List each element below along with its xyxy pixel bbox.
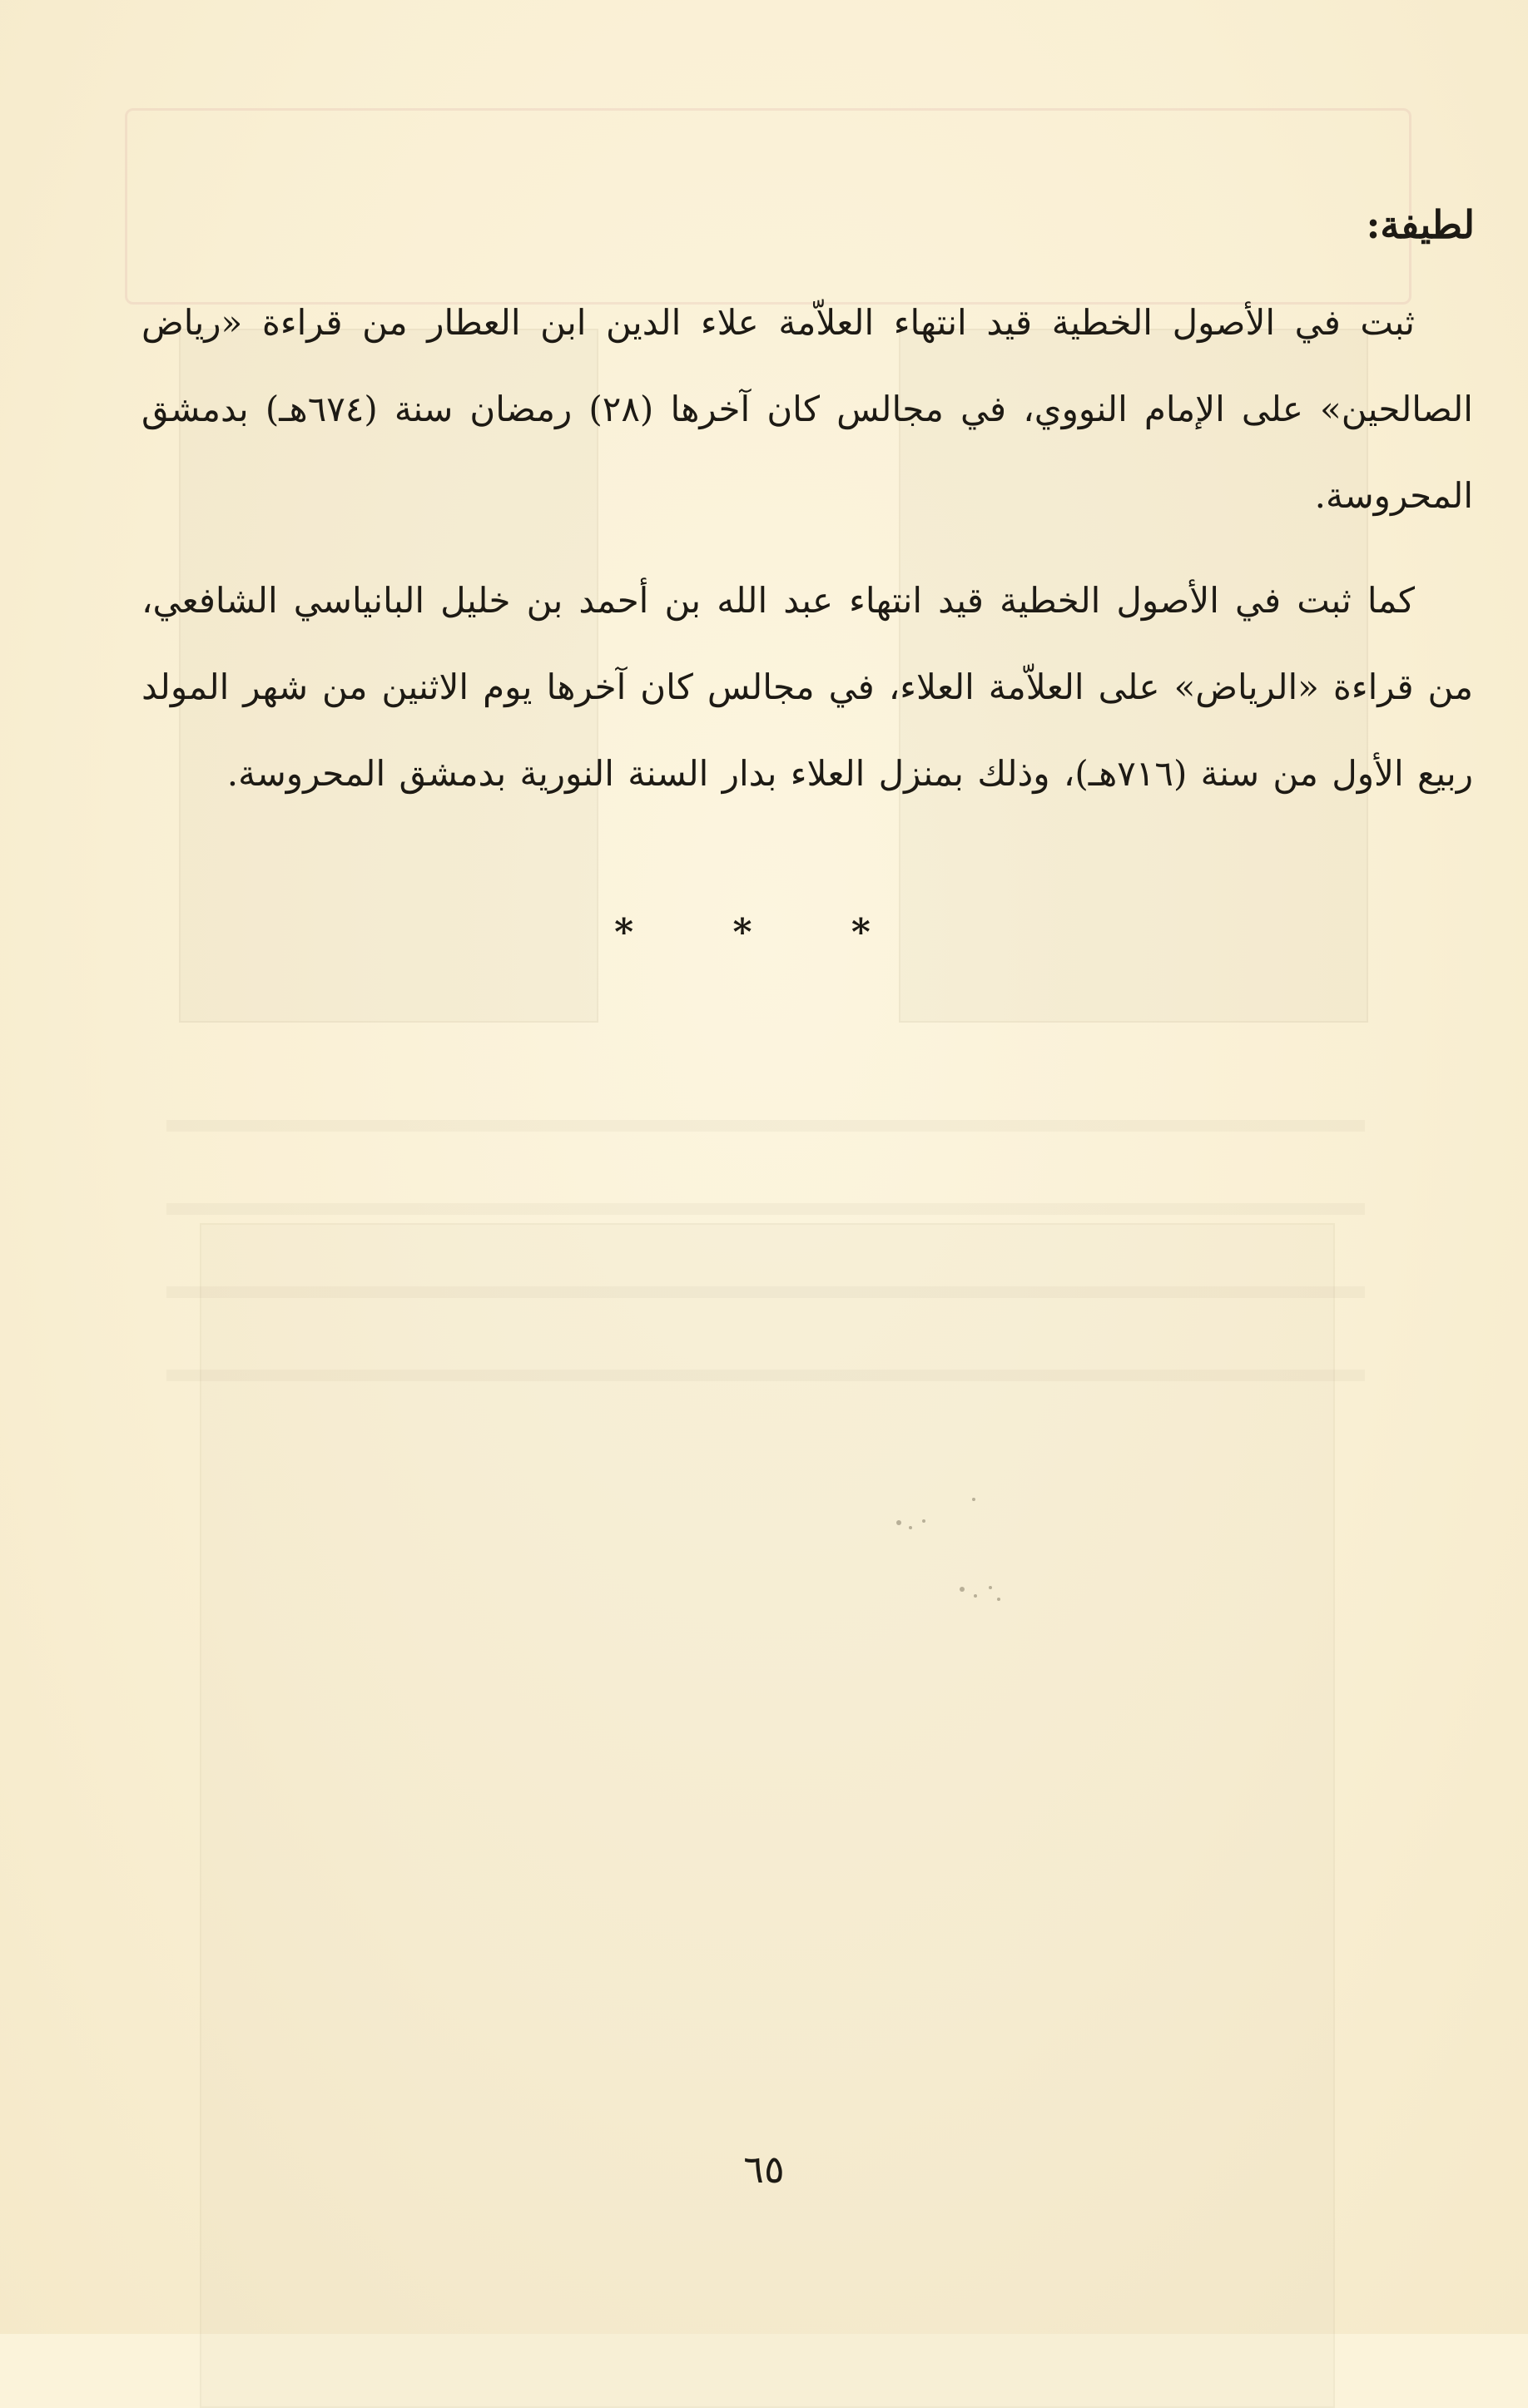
page-number: ٦٥ xyxy=(743,2147,785,2192)
show-through-manuscript-image-bottom xyxy=(200,1223,1335,2408)
section-heading: لطيفة: xyxy=(1366,202,1475,247)
show-through-ornament-frame xyxy=(125,108,1411,305)
section-separator: * * * xyxy=(614,911,914,954)
show-through-text-lines xyxy=(166,1048,1365,1398)
paragraph-1: ثبت في الأصول الخطية قيد انتهاء العلاّمة علاء الدين ابن العطار من قراءة «رياض الصالحين» على الإمام النووي، في مجالس كان آخرها (٢٨) رمضان سنة (٦٧٤هـ) بدمشق المحروسة. xyxy=(141,302,1473,516)
paragraph-2: كما ثبت في الأصول الخطية قيد انتهاء عبد الله بن أحمد بن خليل البانياسي الشافعي، من قراءة «الرياض» على العلاّمة العلاء، في مجالس كان آخرها يوم الاثنين من شهر المولد ربيع الأول من سنة (٧١٦هـ)، وذلك بمنزل العلاء بدار السنة النورية بدمشق المحروسة. xyxy=(141,580,1473,794)
paper-speck-marks xyxy=(882,1489,1032,1614)
